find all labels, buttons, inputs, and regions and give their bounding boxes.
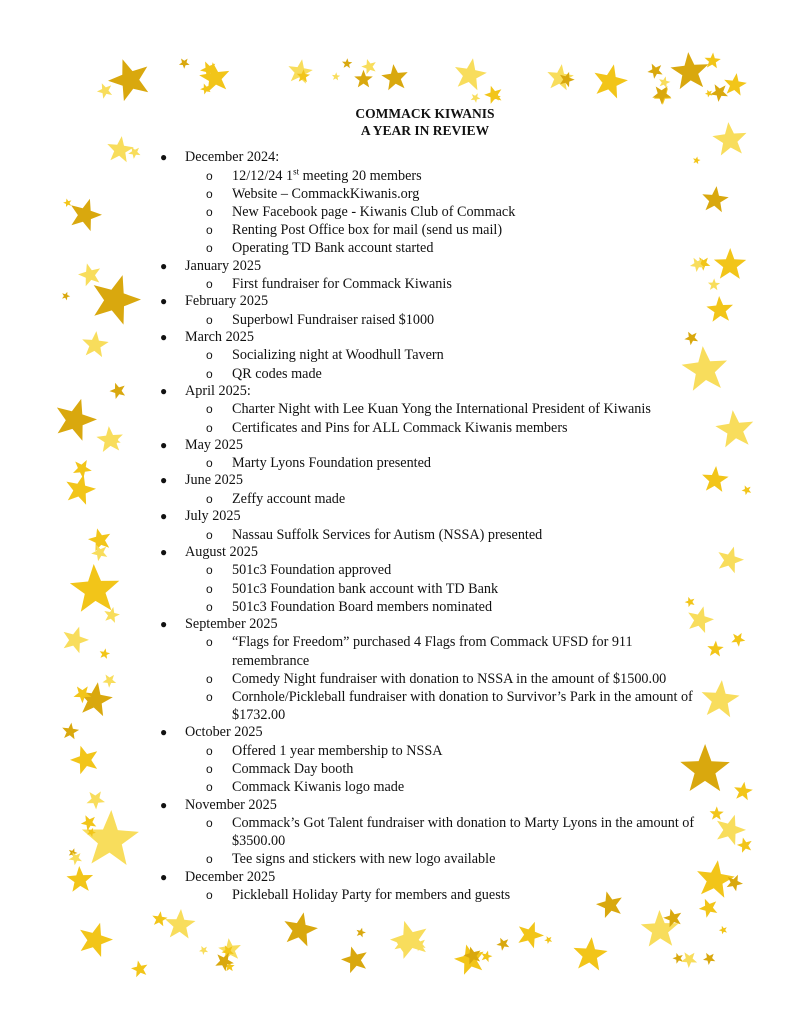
item-text: Cornhole/Pickleball fundraiser with donation to Survivor’s Park in the amount of $1732.00: [232, 689, 693, 724]
item-text: Comedy Night fundraiser with donation to NSSA in the amount of $1500.00: [232, 670, 667, 687]
month-heading: [160, 328, 695, 347]
star-icon: [731, 633, 745, 647]
star-icon: [341, 947, 367, 974]
star-icon: [734, 782, 753, 801]
month-entry: [150, 329, 695, 383]
star-icon: [71, 199, 102, 231]
list-item: [185, 400, 695, 418]
star-icon: [647, 64, 662, 79]
star-icon: [702, 680, 740, 717]
circle-bullet-icon: o: [206, 204, 213, 219]
star-icon: [484, 86, 501, 104]
list-item: [185, 814, 695, 850]
item-list: [185, 275, 695, 293]
item-text: Certificates and Pins for ALL Commack Kiwanis members: [232, 419, 568, 436]
circle-bullet-icon: o: [206, 491, 213, 506]
list-item: [185, 185, 695, 203]
title-line-1: COMMACK KIWANIS: [355, 106, 495, 121]
list-item: [185, 346, 695, 364]
list-item: [185, 742, 695, 760]
item-list: [185, 633, 695, 724]
item-list: [185, 311, 695, 329]
document-title: [155, 105, 695, 139]
star-icon: [82, 810, 139, 865]
star-icon: [724, 73, 747, 96]
star-icon: [705, 90, 713, 98]
star-icon: [62, 723, 79, 740]
list-item: [185, 167, 695, 185]
bullet-icon: ●: [160, 329, 168, 344]
month-heading: [160, 796, 695, 815]
list-item: [185, 526, 695, 544]
star-icon: [96, 426, 123, 452]
list-item: [185, 275, 695, 293]
star-icon: [381, 64, 407, 90]
star-icon: [705, 53, 721, 69]
item-text: Charter Night with Lee Kuan Yong the International President of Kiwanis: [232, 401, 651, 418]
circle-bullet-icon: o: [206, 366, 213, 381]
month-heading: [160, 257, 695, 276]
item-list: [185, 490, 695, 508]
item-text: Operating TD Bank account started: [232, 240, 434, 257]
circle-bullet-icon: o: [206, 348, 213, 363]
circle-bullet-icon: o: [206, 888, 213, 903]
month-heading-text: September 2025: [185, 615, 278, 632]
star-icon: [714, 248, 746, 279]
circle-bullet-icon: o: [206, 690, 213, 705]
item-list: [185, 886, 695, 904]
item-text: Website – CommackKiwanis.org: [232, 185, 420, 202]
circle-bullet-icon: o: [206, 635, 213, 650]
item-text: Socializing night at Woodhull Tavern: [232, 347, 444, 364]
star-icon: [79, 682, 113, 716]
star-icon: [595, 64, 628, 98]
month-heading: [160, 436, 695, 455]
star-icon: [88, 528, 110, 551]
star-icon: [671, 52, 709, 89]
month-heading: [160, 543, 695, 562]
circle-bullet-icon: o: [206, 671, 213, 686]
star-icon: [742, 485, 752, 495]
month-heading: [160, 724, 695, 742]
month-heading-text: November 2025: [185, 796, 277, 813]
item-text: Tee signs and stickers with new logo available: [232, 851, 496, 868]
star-icon: [108, 59, 148, 101]
month-entry: [150, 383, 695, 437]
list-item: [185, 203, 695, 221]
month-heading-text: December 2025: [185, 868, 276, 885]
ordinal-suffix: st: [293, 165, 300, 176]
star-icon: [574, 937, 608, 970]
item-text: New Facebook page - Kiwanis Club of Commack: [232, 203, 516, 220]
month-list: [150, 149, 695, 904]
month-entry: [150, 437, 695, 473]
month-heading-text: February 2025: [185, 293, 269, 310]
circle-bullet-icon: o: [206, 241, 213, 256]
month-entry: [150, 724, 695, 796]
month-heading-text: January 2025: [185, 257, 262, 274]
bullet-icon: ●: [160, 797, 168, 812]
list-item: [185, 221, 695, 239]
star-icon: [94, 275, 141, 325]
bullet-icon: ●: [160, 258, 168, 273]
star-icon: [152, 911, 167, 926]
star-icon: [73, 460, 92, 479]
circle-bullet-icon: o: [206, 223, 213, 238]
item-text: Superbowl Fundraiser raised $1000: [232, 311, 435, 328]
star-icon: [82, 331, 109, 357]
item-text: Zeffy account made: [232, 490, 346, 507]
star-icon: [702, 466, 729, 492]
star-icon: [719, 926, 727, 935]
star-icon: [710, 806, 724, 820]
month-heading-text: October 2025: [185, 724, 263, 741]
star-icon: [715, 410, 753, 447]
month-heading-text: June 2025: [185, 472, 243, 489]
month-heading-text: May 2025: [185, 436, 243, 453]
bullet-icon: ●: [160, 725, 168, 740]
title-line-2: A YEAR IN REVIEW: [360, 123, 490, 138]
year-in-review-document: [150, 105, 695, 904]
month-heading-text: December 2024:: [185, 149, 280, 165]
star-icon: [354, 70, 373, 88]
item-list: [185, 742, 695, 797]
item-text: 501c3 Foundation bank account with TD Bank: [232, 580, 499, 597]
star-icon: [284, 912, 318, 946]
star-icon: [673, 953, 683, 964]
star-icon: [707, 641, 723, 657]
star-icon: [107, 136, 134, 162]
bullet-icon: ●: [160, 544, 168, 559]
star-icon: [165, 909, 195, 939]
star-icon: [708, 278, 720, 290]
month-entry: [150, 616, 695, 725]
list-item: [185, 561, 695, 579]
bullet-icon: ●: [160, 616, 168, 631]
item-text: 12/12/24 1: [232, 167, 294, 184]
star-icon: [80, 923, 113, 957]
list-item: [185, 850, 695, 868]
circle-bullet-icon: o: [206, 762, 213, 777]
circle-bullet-icon: o: [206, 186, 213, 201]
star-icon: [110, 383, 126, 399]
item-list: [185, 400, 695, 436]
list-item: [185, 760, 695, 778]
item-list: [185, 526, 695, 544]
star-icon: [100, 648, 110, 659]
list-item: [185, 311, 695, 329]
bullet-icon: ●: [160, 383, 168, 398]
list-item: [185, 490, 695, 508]
month-entry: [150, 293, 695, 329]
star-icon: [681, 952, 697, 968]
circle-bullet-icon: o: [206, 599, 213, 614]
star-icon: [70, 564, 119, 612]
star-icon: [63, 199, 71, 208]
bullet-icon: ●: [160, 869, 168, 884]
item-text: Offered 1 year membership to NSSA: [232, 742, 443, 759]
month-entry: [150, 508, 695, 544]
circle-bullet-icon: o: [206, 527, 213, 542]
star-icon: [706, 296, 733, 322]
item-list: [185, 346, 695, 382]
star-icon: [91, 545, 107, 561]
month-heading-text: July 2025: [185, 508, 241, 525]
month-entry: [150, 472, 695, 508]
star-icon: [454, 945, 484, 975]
star-icon: [547, 64, 573, 90]
star-icon: [481, 951, 492, 963]
month-heading: [160, 472, 695, 490]
item-text: Marty Lyons Foundation presented: [232, 455, 431, 472]
list-item: [185, 580, 695, 598]
item-text: Commack Day booth: [232, 761, 354, 778]
star-icon: [97, 83, 112, 99]
month-entry: [150, 149, 695, 258]
bullet-icon: ●: [160, 437, 168, 452]
star-icon: [199, 946, 208, 955]
star-icon: [131, 961, 147, 978]
star-icon: [737, 838, 752, 853]
bullet-icon: ●: [160, 473, 168, 488]
circle-bullet-icon: o: [206, 563, 213, 578]
star-icon: [67, 866, 94, 892]
item-text: meeting 20 members: [299, 167, 422, 184]
month-entry: [150, 258, 695, 294]
circle-bullet-icon: o: [206, 743, 213, 758]
month-heading-text: April 2025:: [185, 382, 251, 399]
item-text: 501c3 Foundation approved: [232, 562, 392, 579]
item-text: Nassau Suffolk Services for Autism (NSSA) presented: [232, 526, 543, 543]
star-icon: [455, 58, 487, 90]
month-heading: [160, 868, 695, 887]
month-entry: [150, 869, 695, 905]
star-icon: [78, 263, 100, 286]
month-heading-text: August 2025: [185, 543, 258, 560]
item-list: [185, 454, 695, 472]
star-icon: [357, 928, 366, 938]
star-icon: [712, 122, 746, 155]
list-item: [185, 419, 695, 437]
star-icon: [81, 815, 97, 831]
circle-bullet-icon: o: [206, 402, 213, 417]
star-icon: [496, 938, 509, 951]
star-icon: [471, 93, 481, 103]
star-icon: [87, 791, 106, 809]
item-text: First fundraiser for Commack Kiwanis: [232, 276, 452, 293]
circle-bullet-icon: o: [206, 780, 213, 795]
month-heading: [160, 149, 695, 167]
list-item: [185, 239, 695, 257]
star-icon: [57, 399, 97, 441]
star-icon: [62, 292, 70, 301]
star-icon: [544, 936, 552, 944]
star-icon: [342, 58, 352, 68]
star-icon: [179, 59, 190, 69]
bullet-icon: ●: [160, 509, 168, 524]
star-icon: [703, 953, 715, 965]
star-icon: [659, 76, 670, 88]
list-item: [185, 670, 695, 688]
circle-bullet-icon: o: [206, 456, 213, 471]
item-text: QR codes made: [232, 365, 322, 382]
circle-bullet-icon: o: [206, 277, 213, 292]
item-text: 501c3 Foundation Board members nominated: [232, 598, 493, 615]
circle-bullet-icon: o: [206, 312, 213, 327]
list-item: [185, 778, 695, 796]
list-item: [185, 886, 695, 904]
item-text: Commack Kiwanis logo made: [232, 779, 405, 796]
star-icon: [64, 627, 89, 654]
month-heading: [160, 508, 695, 526]
month-entry: [150, 797, 695, 869]
star-icon: [699, 899, 718, 918]
item-list: [185, 561, 695, 616]
item-text: Renting Post Office box for mail (send us mail): [232, 222, 503, 239]
circle-bullet-icon: o: [206, 816, 213, 831]
month-entry: [150, 544, 695, 616]
bullet-icon: ●: [160, 294, 168, 309]
star-icon: [518, 922, 544, 949]
month-heading: [160, 382, 695, 401]
star-icon: [70, 746, 97, 775]
list-item: [185, 633, 695, 669]
star-icon: [702, 186, 728, 212]
list-item: [185, 365, 695, 383]
circle-bullet-icon: o: [206, 420, 213, 435]
month-heading: [160, 615, 695, 634]
list-item: [185, 688, 695, 724]
list-item: [185, 454, 695, 472]
circle-bullet-icon: o: [206, 852, 213, 867]
item-text: “Flags for Freedom” purchased 4 Flags from Commack UFSD for 911 remembrance: [232, 634, 633, 669]
star-icon: [718, 547, 744, 574]
star-icon: [103, 675, 117, 688]
star-icon: [332, 72, 340, 80]
month-heading: [160, 293, 695, 311]
month-heading-text: March 2025: [185, 328, 254, 345]
item-text: Pickleball Holiday Party for members and guests: [232, 887, 511, 904]
star-icon: [652, 86, 671, 104]
star-icon: [710, 84, 728, 102]
bullet-icon: ●: [160, 150, 168, 164]
circle-bullet-icon: o: [206, 168, 213, 183]
item-list: [185, 167, 695, 258]
star-icon: [66, 474, 96, 504]
list-item: [185, 598, 695, 616]
star-icon: [104, 607, 120, 623]
item-text: Commack’s Got Talent fundraiser with donation to Marty Lyons in the amount of $3500.00: [232, 815, 695, 850]
item-list: [185, 814, 695, 869]
circle-bullet-icon: o: [206, 581, 213, 596]
